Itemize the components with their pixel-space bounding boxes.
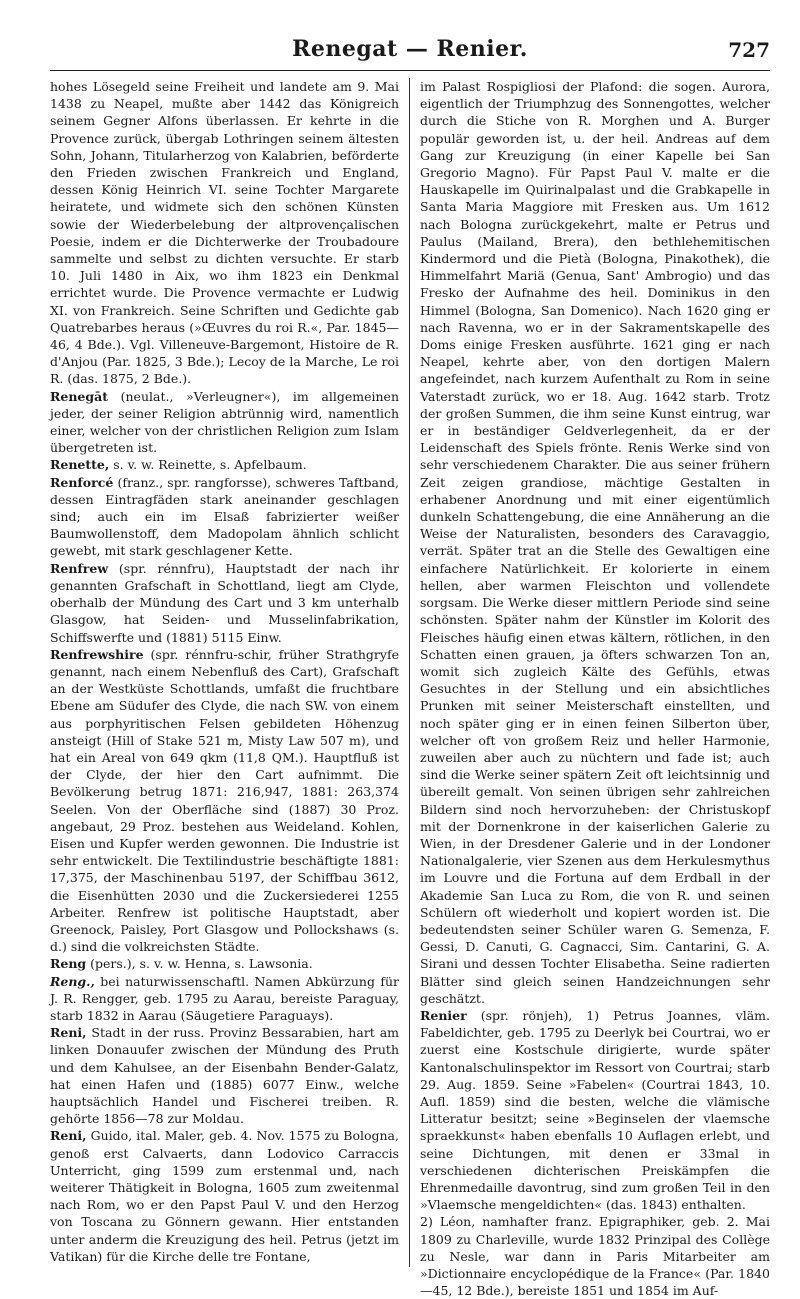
entry-lemma: Renfrewshire: [50, 646, 144, 662]
entry-lemma: Reni,: [50, 1025, 87, 1041]
entry-text: (spr. rönjeh), 1) Petrus Joannes, vläm. Fabeldichter, geb. 1795 zu Deerlyk bei Courtrai, wo er zuerst eine Kostschule dirigierte, wurde später Kantonalschulinspektor im Ressort von Courtrai; starb 29. Aug. 1859. Seine »Fabelen« (Courtrai 1843, 10. Aufl. 1859) sind die besten, welche die vlämische Litteratur besitzt; seine »Beginselen der vlaemsche spraekkunst« haben ebenfalls 10 Auflagen erlebt, und seine Dichtungen, mit denen er 33mal in verschiedenen dichterischen Preiskämpfen die Ehrenmedaille davontrug, sind zum großen Teil in den »Vlaemsche mengeldichten« (das. 1843) enthalten.: [420, 1007, 770, 1213]
entry-paragraph: [420, 1213, 770, 1299]
running-title: Renegat — Renier.: [292, 36, 528, 62]
entry-paragraph: [50, 646, 399, 956]
entry-text: hohes Lösegeld seine Freiheit und landete am 9. Mai 1438 zu Neapel, mußte aber 1442 das Königreich seinem Gegner Alfons überlassen. Er kehrte in die Provence zurück, übergab Lothringen seinem ältesten Sohn, Johann, Titularherzog von Kalabrien, beförderte den Frieden zwischen Frankreich und England, dessen König Heinrich VI. seine Tochter Margarete heiratete, und widmete sich den schönen Künsten sowie der Wiederbelebung der altprovençalischen Poesie, indem er die Dichterwerke der Troubadoure sammelte und selbst zu dichten versuchte. Er starb 10. Juli 1480 in Aix, wo ihm 1823 ein Denkmal errichtet wurde. Die Provence vermachte er Ludwig XI. von Frankreich. Seine Schriften und Gedichte gab Quatrebarbes heraus (»Œuvres du roi R.«, Par. 1845—46, 4 Bde.). Vgl. Villeneuve-Bargemont, Histoire de R. d'Anjou (Par. 1825, 3 Bde.); Lecoy de la Marche, Le roi R. (das. 1875, 2 Bde.).: [50, 79, 399, 387]
entry-lemma: Reni,: [50, 1128, 87, 1144]
page-number: 727: [728, 38, 770, 62]
entry-lemma: Reng: [50, 956, 87, 972]
entry-lemma: Renette,: [50, 457, 110, 473]
entry-text: Guido, ital. Maler, geb. 4. Nov. 1575 zu Bologna, genoß erst Calvaerts, dann Lodovico Carraccis Unterricht, ging 1599 zum erstenmal und, nach weiterer Thätigkeit in Bologna, 1605 zum zweitenmal nach Rom, wo er den Papst Paul V. und den Herzog von Toscana zu Gönnern gewann. Hier entstanden unter anderm die Kreuzigung des heil. Petrus (jetzt im Vatikan) für die Kirche delle tre Fontane,: [50, 1128, 399, 1264]
entry-paragraph: [50, 1024, 399, 1127]
entry-lemma: Renegāt: [50, 388, 108, 404]
text-columns: [50, 78, 770, 1299]
entry-lemma: Reng.,: [50, 973, 95, 989]
entry-paragraph: [50, 560, 399, 646]
entry-paragraph: [50, 456, 399, 473]
entry-text: im Palast Rospigliosi der Plafond: die sogen. Aurora, eigentlich der Triumphzug des Sonnengottes, welcher durch die Stiche von R. Morghen und A. Burger populär geworden ist, u. der heil. Andreas auf dem Gang zur Kreuzigung (in einer Kapelle bei San Gregorio Magno). Für Papst Paul V. malte er die Hauskapelle im Quirinalpalast und die Grabkapelle in Santa Maria Maggiore mit Fresken aus. Um 1612 nach Bologna zurückgekehrt, malte er Petrus und Paulus (Mailand, Brera), den bethlehemitischen Kindermord und die Pietà (Bologna, Pinakothek), die Himmelfahrt Mariä (Genua, Sant' Ambrogio) und das Fresko der Aufnahme des heil. Dominikus in den Himmel (Bologna, San Domenico). Nach 1620 ging er nach Ravenna, wo er in der Sakramentskapelle des Doms einige Fresken ausführte. 1621 ging er nach Neapel, kehrte aber, von den dortigen Malern angefeindet, nach kurzem Aufenthalt zu Rom in seine Vaterstadt zurück, wo er 18. Aug. 1642 starb. Trotz der großen Summen, die ihm seine Kunst eintrug, war er in beständiger Geldverlegenheit, da er der Leidenschaft des Spiels frönte. Renis Werke sind von sehr verschiedenem Charakter. Die aus seiner frühern Zeit zeigen grandiose, mächtige Gestalten in erhabener Anordnung und mit einer eigentümlich dunkeln Schattengebung, die eine Annäherung an die Weise der Naturalisten, besonders des Caravaggio, verrät. Später trat an die Stelle des Gewaltigen eine einfachere Natürlichkeit. Er kolorierte in einem hellen, aber warmen Fleischton und vollendete sorgsam. Die Werke dieser mittlern Periode sind seine schönsten. Später nahm der Künstler im Kolorit des Fleisches häufig einen etwas kältern, rötlichen, in den Schatten einen grauen, ja öfters schwarzen Ton an, womit sich zugleich Kälte des Gefühls, etwas Gesuchtes in der Stellung und ein absichtliches Prunken mit seiner Meisterschaft einstellten, und noch später ging er in einen feinen Silberton über, welcher oft von großem Reiz und heller Harmonie, zuweilen aber auch zu nüchtern und fade ist; auch sind die Werke seiner spätern Zeit oft leichtsinnig und übereilt gemalt. Von seinen übrigen sehr zahlreichen Bildern sind noch hervorzuheben: der Christuskopf mit der Dornenkrone in der kaiserlichen Galerie zu Wien, in der Dresdener Galerie und in der Londoner Nationalgalerie, vier Szenen aus dem Herkulesmythus im Louvre und die Fortuna auf dem Erdball in der Akademie San Luca zu Rom, die von R. und seinen Schülern oft wiederholt und kopiert worden ist. Die bedeutendsten seiner Schüler waren G. Semenza, F. Gessi, D. Canuti, G. Cagnacci, Sim. Cantarini, G. A. Sirani und dessen Tochter Elisabetha. Seine radierten Blätter sind gleich seinen Handzeichnungen sehr geschätzt.: [420, 79, 770, 1006]
entry-paragraph: [420, 1007, 770, 1213]
entry-text: (spr. rénnfru-schir, früher Strathgryfe genannt, nach einem Nebenfluß des Cart), Grafschaft an der Westküste Schottlands, umfaßt die fruchtbare Ebene am Südufer des Clyde, die nach SW. von einem aus porphyritischen Felsen gebildeten Höhenzug ansteigt (Hill of Stake 521 m, Misty Law 507 m), und hat ein Areal von 649 qkm (11,8 QM.). Hauptfluß ist der Clyde, der hier den Cart aufnimmt. Die Bevölkerung betrug 1871: 216,947, 1881: 263,374 Seelen. Von der Oberfläche sind (1887) 30 Proz. angebaut, 29 Proz. bestehen aus Weideland. Kohlen, Eisen und Kupfer werden gewonnen. Die Industrie ist sehr entwickelt. Die Textilindustrie beschäftigte 1881: 17,375, der Maschinenbau 5197, der Schiffbau 3612, die Eisenhütten 2030 und die Zuckersiederei 1255 Arbeiter. Renfrew ist politische Hauptstadt, aber Greenock, Paisley, Port Glasgow und Pollockshaws (s. d.) sind die volkreichsten Städte.: [50, 646, 399, 955]
entry-paragraph: [50, 973, 399, 1025]
entry-paragraph: [50, 474, 399, 560]
entry-paragraph: [420, 78, 770, 1007]
header-rule: [50, 70, 770, 71]
entry-lemma: Renier: [420, 1007, 467, 1023]
entry-paragraph: [50, 1127, 399, 1265]
entry-lemma: Renforcé: [50, 474, 114, 490]
right-column: [410, 78, 770, 1299]
entry-text: s. v. w. Reinette, s. Apfelbaum.: [109, 457, 307, 473]
entry-text: bei naturwissenschaftl. Namen Abkürzung für J. R. Rengger, geb. 1795 zu Aarau, bereiste Paraguay, starb 1832 in Aarau (Säugetiere Paraguays).: [50, 973, 399, 1023]
entry-text: Stadt in der russ. Provinz Bessarabien, hart am linken Donauufer zwischen der Mündung des Pruth und dem Kahulsee, an der Eisenbahn Bender-Galatz, hat einen Hafen und (1885) 6077 Einw., welche hauptsächlich Handel und Fischerei treiben. R. gehörte 1856—78 zur Moldau.: [50, 1025, 399, 1127]
left-column: [50, 78, 410, 1267]
entry-text: 2) Léon, namhafter franz. Epigraphiker, geb. 2. Mai 1809 zu Charleville, wurde 1832 Prinzipal des Collège zu Nesle, war dann in Paris Mitarbeiter am »Dictionnaire encyclopédique de la France« (Par. 1840—45, 12 Bde.), bereiste 1851 und 1854 im Auf-: [420, 1214, 770, 1299]
entry-paragraph: [50, 955, 399, 972]
entry-paragraph: [50, 78, 399, 388]
entry-text: (pers.), s. v. w. Henna, s. Lawsonia.: [86, 956, 313, 972]
entry-text: (neulat., »Verleugner«), im allgemeinen jeder, der seiner Religion abtrünnig wird, namentlich einer, welcher von der christlichen Religion zum Islam übergetreten ist.: [50, 388, 399, 456]
entry-text: (franz., spr. rangforsse), schweres Taftband, dessen Eintragfäden stark aneinander geschlagen sind; auch ein im Elsaß fabrizierter weißer Baumwollenstoff, dem Madopolam ähnlich schlicht gewebt, mit stark geschlagener Kette.: [50, 474, 399, 559]
page-header: [50, 36, 770, 68]
entry-lemma: Renfrew: [50, 560, 109, 576]
entry-paragraph: [50, 388, 399, 457]
entry-text: (spr. rénnfru), Hauptstadt der nach ihr genannten Grafschaft in Schottland, liegt am Clyde, oberhalb der Mündung des Cart und 3 km unterhalb Glasgow, hat Seiden- und Musselinfabrikation, Schiffswerfte und (1881) 5115 Einw.: [50, 560, 399, 645]
